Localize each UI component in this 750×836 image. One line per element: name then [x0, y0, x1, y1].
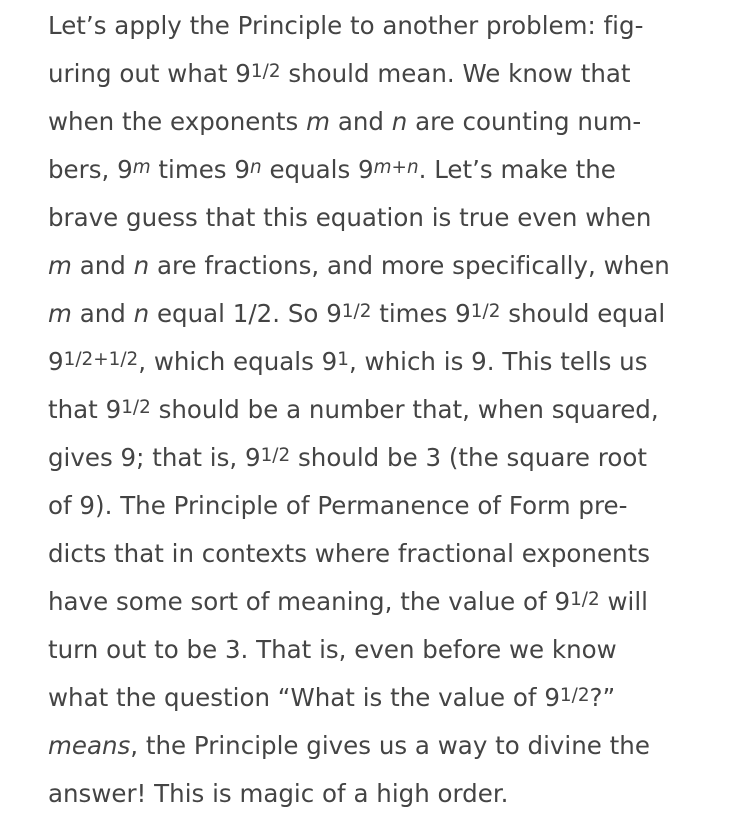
italic-term: n	[133, 299, 150, 328]
exponent: 1/2	[260, 444, 291, 466]
text-line: when the exponents m and n are counting num-	[48, 107, 642, 136]
text-line: $9^{1/2+1/2}$, which equals $9^1$, which is 9. This tells us	[48, 347, 648, 376]
text-line: dicts that in contexts where fractional exponents	[48, 539, 650, 568]
exponent: 1/2	[559, 684, 590, 706]
exponent: 1/2	[470, 300, 501, 322]
exponent: 1/2+1/2	[63, 348, 139, 370]
text-line: bers, 9$^m$ times 9$^n$ equals $9^{m+n}$. Let’s make the	[48, 155, 616, 184]
text-line: turn out to be 3. That is, even before we know	[48, 635, 617, 664]
text-line: uring out what $9^{1/2}$ should mean. We know that	[48, 59, 631, 88]
exponent: m+n	[373, 156, 419, 178]
italic-term: m	[306, 107, 331, 136]
exponent: n	[249, 156, 262, 178]
exponent: 1/2	[570, 588, 600, 610]
exponent: 1/2	[341, 300, 372, 322]
exponent: m	[132, 156, 151, 178]
text-line: means, the Principle gives us a way to divine the	[48, 731, 650, 760]
exponent: 1/2	[250, 60, 281, 82]
italic-term: n	[133, 251, 150, 280]
text-line: answer! This is magic of a high order.	[48, 779, 509, 808]
italic-term: n	[391, 107, 408, 136]
italic-term: m	[48, 299, 72, 328]
text-line: gives 9; that is, $9^{1/2}$ should be 3 (the square root	[48, 443, 647, 472]
text-line: of 9). The Principle of Permanence of Form pre-	[48, 491, 628, 520]
text-line: brave guess that this equation is true even when	[48, 203, 652, 232]
text-line: that $9^{1/2}$ should be a number that, when squared,	[48, 395, 659, 424]
text-line: what the question “What is the value of $9^{1/2}$?”	[48, 683, 616, 712]
text-line: m and n equal 1/2. So $9^{1/2}$ times $9^{1/2}$ should equal	[48, 299, 666, 328]
text-line: have some sort of meaning, the value of $9^{1/2}$ will	[48, 587, 648, 616]
exponent: 1	[337, 348, 349, 370]
text-line: m and n are fractions, and more specifically, when	[48, 251, 670, 280]
exponent: 1/2	[121, 396, 151, 418]
italic-term: m	[48, 251, 72, 280]
text-line: Let’s apply the Principle to another problem: fig-	[48, 11, 644, 40]
italic-term: means	[48, 731, 131, 760]
